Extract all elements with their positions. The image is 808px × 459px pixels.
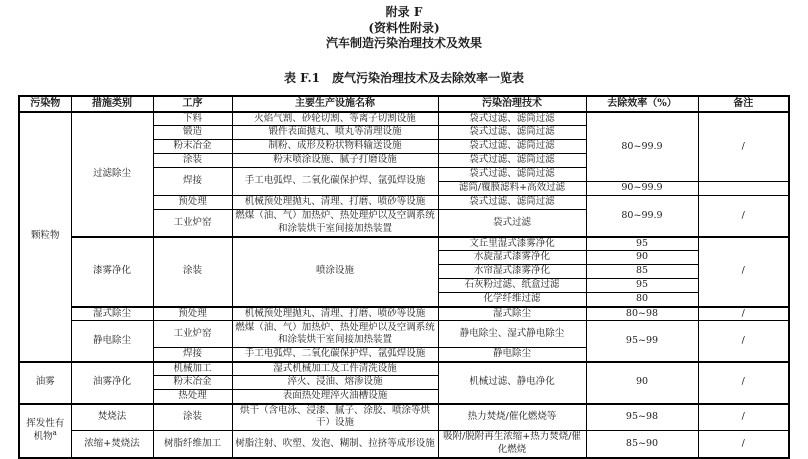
cell-technology: 石灰粉过滤、纸盒过滤 [438, 279, 586, 293]
cell-efficiency: 80~99.9 [586, 196, 698, 237]
cell-equipment: 树脂注射、吹塑、发泡、糊制、拉挤等成形设施 [232, 431, 438, 458]
cell-efficiency: 95 [586, 237, 698, 251]
cell-process: 锻造 [153, 126, 232, 140]
cell-technology: 袋式过滤、滤筒过滤 [438, 112, 586, 126]
table-header-row [19, 96, 789, 112]
cell-equipment: 淬火、浸油、熔渗设施 [232, 376, 438, 390]
appendix-subtitle: (资料性附录) [368, 20, 440, 35]
cell-category: 焚烧法 [71, 404, 153, 431]
cell-technology: 静电除尘、湿式静电除尘 [438, 321, 586, 348]
cell-note: / [698, 112, 789, 182]
cell-efficiency: 85~90 [586, 431, 698, 458]
header-technology: 污染治理技术 [438, 96, 586, 112]
cell-equipment: 燃煤（油、气）加热炉、热处理炉以及空调系统和涂装烘干室间接加热装置 [232, 321, 438, 348]
cell-process: 焊接 [153, 348, 232, 362]
cell-category: 过滤除尘 [71, 112, 153, 237]
pollutant-voc-superscript: a [52, 428, 57, 437]
header-category: 措施类别 [71, 96, 153, 112]
cell-process: 工业炉窑 [153, 321, 232, 348]
cell-equipment: 机械预处理抛丸、清理、打磨、喷砂等设施 [232, 196, 438, 210]
cell-process: 工业炉窑 [153, 210, 232, 237]
cell-efficiency: 80~99.9 [586, 112, 698, 182]
cell-technology: 机械过滤、静电净化 [438, 362, 586, 404]
cell-equipment: 粉末喷涂设施、腻子打磨设施 [232, 154, 438, 168]
table-row [19, 362, 789, 376]
cell-technology: 袋式过滤、滤筒过滤 [438, 168, 586, 182]
cell-technology: 袋式过滤、滤筒过滤 [438, 196, 586, 210]
cell-note: / [698, 404, 789, 431]
cell-efficiency: 90 [586, 251, 698, 265]
cell-technology: 袋式过滤、滤筒过滤 [438, 154, 586, 168]
cell-equipment: 手工电弧焊、二氧化碳保护焊、氩弧焊设施 [232, 168, 438, 196]
cell-equipment: 锻件表面抛丸、喷丸等清理设施 [232, 126, 438, 140]
cell-equipment: 燃煤（油、气）加热炉、热处理炉以及空调系统和涂装烘干室间接加热装置 [232, 210, 438, 237]
table-row [19, 404, 789, 431]
cell-technology: 袋式过滤、滤筒过滤 [438, 126, 586, 140]
table-row [19, 431, 789, 458]
header-note: 备注 [698, 96, 789, 112]
cell-process: 下料 [153, 112, 232, 126]
table-row [19, 237, 789, 251]
cell-pollutant: 油雾 [19, 362, 71, 404]
cell-pollutant [19, 404, 71, 458]
appendix-title: 附录 F [385, 5, 423, 19]
header-process: 工序 [153, 96, 232, 112]
cell-process: 涂装 [153, 404, 232, 431]
cell-equipment: 喷涂设施 [232, 237, 438, 307]
cell-equipment: 火焰气割、砂轮切割、等离子切割设施 [232, 112, 438, 126]
cell-efficiency: 85 [586, 265, 698, 279]
cell-efficiency: 90 [586, 362, 698, 404]
cell-technology: 水旋湿式漆雾净化 [438, 251, 586, 265]
document-header [0, 0, 808, 52]
cell-note: / [698, 362, 789, 404]
cell-efficiency: 95~99 [586, 321, 698, 362]
cell-category: 油雾净化 [71, 362, 153, 404]
cell-efficiency: 95~98 [586, 404, 698, 431]
cell-note [698, 182, 789, 196]
cell-technology: 热力焚烧/催化燃烧等 [438, 404, 586, 431]
cell-equipment: 机械预处理抛丸、清理、打磨、喷砂等设施 [232, 307, 438, 321]
cell-note: / [698, 321, 789, 362]
cell-technology: 滤筒/覆膜滤料+高效过滤 [438, 182, 586, 196]
cell-equipment: 表面热处理淬火油槽设施 [232, 390, 438, 404]
cell-category: 静电除尘 [71, 321, 153, 362]
cell-process: 机械加工 [153, 362, 232, 376]
cell-technology: 化学纤维过滤 [438, 293, 586, 307]
cell-technology: 袋式过滤 [438, 210, 586, 237]
cell-note: / [698, 237, 789, 307]
cell-equipment: 烘干（含电泳、浸漆、腻子、涂胶、喷涂等烘干）设施 [232, 404, 438, 431]
cell-process: 涂装 [153, 154, 232, 168]
cell-process: 焊接 [153, 168, 232, 196]
cell-technology: 湿式除尘 [438, 307, 586, 321]
cell-technology: 静电除尘 [438, 348, 586, 362]
cell-category: 漆雾净化 [71, 237, 153, 307]
cell-pollutant: 颗粒物 [19, 112, 71, 362]
cell-process: 粉末冶金 [153, 376, 232, 390]
cell-efficiency: 90~99.9 [586, 182, 698, 196]
table-row [19, 307, 789, 321]
cell-note: / [698, 431, 789, 458]
table-caption: 表 F.1 废气污染治理技术及去除效率一览表 [283, 70, 525, 85]
cell-technology: 文丘里湿式漆雾净化 [438, 237, 586, 251]
cell-equipment: 湿式机械加工及工件清洗设施 [232, 362, 438, 376]
cell-process: 涂装 [153, 237, 232, 307]
pollutant-voc-label: 挥发性有机物 [26, 418, 65, 442]
cell-technology: 水帘湿式漆雾净化 [438, 265, 586, 279]
cell-category: 浓缩+焚烧法 [71, 431, 153, 458]
appendix-heading: 汽车制造污染治理技术及效果 [325, 36, 482, 50]
cell-equipment: 制粉、成形及粉状物料输送设施 [232, 140, 438, 154]
cell-process: 树脂纤维加工 [153, 431, 232, 458]
cell-note: / [698, 307, 789, 321]
table-row [19, 112, 789, 126]
cell-efficiency: 95 [586, 279, 698, 293]
header-equipment: 主要生产设施名称 [232, 96, 438, 112]
cell-category: 湿式除尘 [71, 307, 153, 321]
cell-technology: 袋式过滤、滤筒过滤 [438, 140, 586, 154]
cell-process: 预处理 [153, 196, 232, 210]
cell-technology: 吸附/脱附再生浓缩+热力焚烧/催化燃烧 [438, 431, 586, 458]
cell-process: 预处理 [153, 307, 232, 321]
cell-efficiency: 80~98 [586, 307, 698, 321]
header-efficiency: 去除效率（%） [586, 96, 698, 112]
table-f1 [18, 95, 790, 459]
cell-process: 粉末冶金 [153, 140, 232, 154]
cell-efficiency: 80 [586, 293, 698, 307]
cell-note: / [698, 196, 789, 237]
cell-equipment: 手工电弧焊、二氧化碳保护焊、氩弧焊设施 [232, 348, 438, 362]
table-row [19, 321, 789, 348]
cell-process: 热处理 [153, 390, 232, 404]
header-pollutant: 污染物 [19, 96, 71, 112]
